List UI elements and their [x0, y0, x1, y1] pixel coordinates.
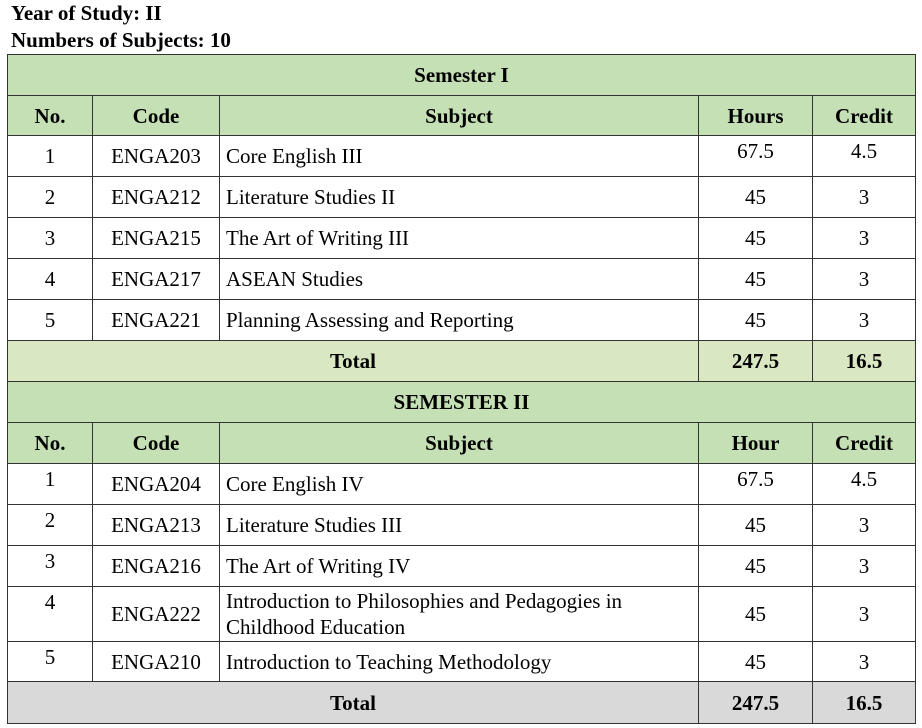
row-no: 1: [8, 464, 93, 505]
semester-2-title-row: [8, 382, 916, 423]
row-code: ENGA213: [93, 505, 220, 546]
column-header-hours: Hours: [699, 96, 813, 136]
row-credit: 3: [813, 587, 916, 642]
table-row: [8, 218, 916, 259]
row-no: 3: [8, 546, 93, 587]
row-code: ENGA215: [93, 218, 220, 259]
row-code: ENGA222: [93, 587, 220, 642]
table-row: [8, 546, 916, 587]
semester-1-title: Semester I: [8, 55, 916, 96]
row-subject: Introduction to Philosophies and Pedagogies in Childhood Education: [220, 587, 699, 642]
semester-2-total-row: [8, 682, 916, 724]
subjects-table: [7, 54, 916, 724]
column-header-subject: Subject: [220, 96, 699, 136]
row-subject: Core English IV: [220, 464, 699, 505]
semester-2-title: SEMESTER II: [8, 382, 916, 423]
total-credit: 16.5: [813, 682, 916, 724]
row-no: 4: [8, 587, 93, 642]
row-credit: 3: [813, 505, 916, 546]
table-row: [8, 136, 916, 177]
row-no: 3: [8, 218, 93, 259]
row-subject: Literature Studies II: [220, 177, 699, 218]
row-credit: 3: [813, 642, 916, 682]
row-hours: 45: [699, 642, 813, 682]
total-label: Total: [8, 341, 699, 382]
year-of-study: Year of Study: II: [11, 1, 162, 25]
row-hours: 67.5: [699, 464, 813, 505]
row-credit: 3: [813, 177, 916, 218]
row-subject: Core English III: [220, 136, 699, 177]
row-no: 2: [8, 177, 93, 218]
semester-1-title-row: [8, 55, 916, 96]
table-row: [8, 259, 916, 300]
row-credit: 3: [813, 546, 916, 587]
row-subject: Literature Studies III: [220, 505, 699, 546]
table-row: [8, 642, 916, 682]
row-hours: 45: [699, 587, 813, 642]
row-code: ENGA210: [93, 642, 220, 682]
row-subject: Introduction to Teaching Methodology: [220, 642, 699, 682]
column-header-subject: Subject: [220, 423, 699, 464]
row-no: 2: [8, 505, 93, 546]
column-header-no: No.: [8, 423, 93, 464]
row-subject: Planning Assessing and Reporting: [220, 300, 699, 341]
row-no: 4: [8, 259, 93, 300]
table-row: [8, 464, 916, 505]
column-header-credit: Credit: [813, 423, 916, 464]
row-hours: 67.5: [699, 136, 813, 177]
semester-1-total-row: [8, 341, 916, 382]
column-header-credit: Credit: [813, 96, 916, 136]
row-no: 5: [8, 642, 93, 682]
row-subject: ASEAN Studies: [220, 259, 699, 300]
row-no: 5: [8, 300, 93, 341]
semester-1-header-row: [8, 96, 916, 136]
total-hours: 247.5: [699, 341, 813, 382]
number-of-subjects: Numbers of Subjects: 10: [11, 28, 231, 52]
semester-2-header-row: [8, 423, 916, 464]
row-credit: 4.5: [813, 464, 916, 505]
total-credit: 16.5: [813, 341, 916, 382]
row-hours: 45: [699, 218, 813, 259]
row-subject: The Art of Writing III: [220, 218, 699, 259]
row-credit: 4.5: [813, 136, 916, 177]
row-hours: 45: [699, 546, 813, 587]
table-row: [8, 505, 916, 546]
row-code: ENGA203: [93, 136, 220, 177]
column-header-no: No.: [8, 96, 93, 136]
column-header-code: Code: [93, 96, 220, 136]
row-code: ENGA217: [93, 259, 220, 300]
row-no: 1: [8, 136, 93, 177]
row-credit: 3: [813, 259, 916, 300]
total-hours: 247.5: [699, 682, 813, 724]
row-hours: 45: [699, 505, 813, 546]
table-row: [8, 587, 916, 642]
row-hours: 45: [699, 259, 813, 300]
row-credit: 3: [813, 218, 916, 259]
total-label: Total: [8, 682, 699, 724]
row-credit: 3: [813, 300, 916, 341]
column-header-hour: Hour: [699, 423, 813, 464]
row-code: ENGA212: [93, 177, 220, 218]
table-row: [8, 177, 916, 218]
row-hours: 45: [699, 300, 813, 341]
row-hours: 45: [699, 177, 813, 218]
column-header-code: Code: [93, 423, 220, 464]
row-code: ENGA216: [93, 546, 220, 587]
row-code: ENGA221: [93, 300, 220, 341]
row-code: ENGA204: [93, 464, 220, 505]
table-row: [8, 300, 916, 341]
row-subject: The Art of Writing IV: [220, 546, 699, 587]
